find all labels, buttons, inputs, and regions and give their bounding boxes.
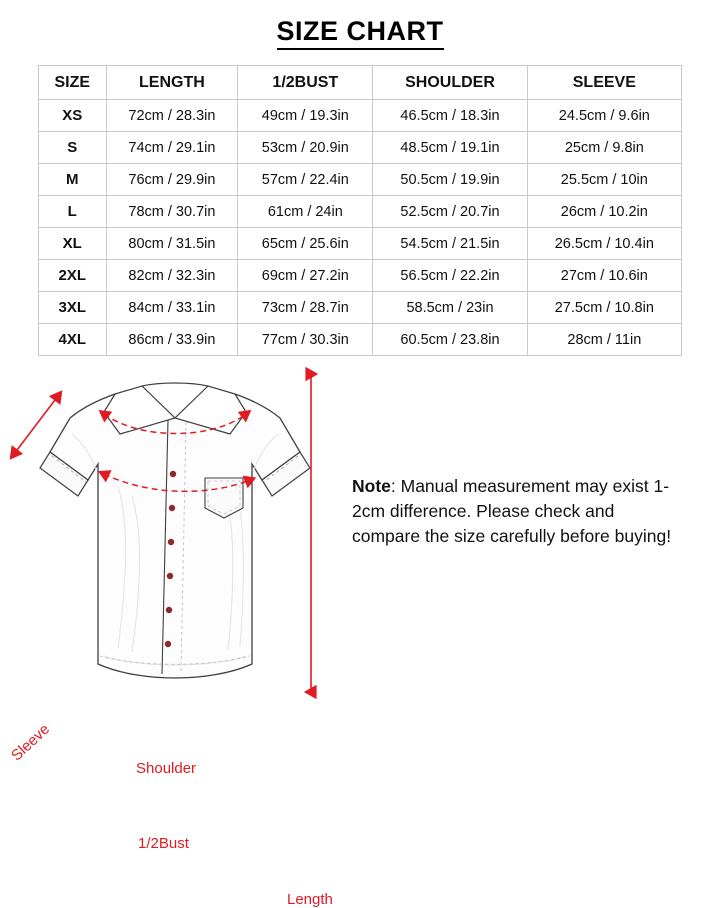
cell-shoulder: 56.5cm / 22.2in: [373, 260, 527, 292]
sleeve-measure-arrow: [14, 396, 58, 454]
cell-size: 4XL: [39, 324, 107, 356]
label-length: Length: [287, 891, 333, 908]
cell-half-bust: 49cm / 19.3in: [238, 100, 373, 132]
cell-sleeve: 26.5cm / 10.4in: [527, 228, 681, 260]
table-row: [39, 324, 682, 356]
shirt-body-outline: [50, 394, 300, 678]
note-text: : Manual measurement may exist 1-2cm difference. Please check and compare the size carefully before buying!: [352, 476, 672, 546]
size-chart-table: [38, 65, 682, 356]
cell-half-bust: 69cm / 27.2in: [238, 260, 373, 292]
cell-half-bust: 77cm / 30.3in: [238, 324, 373, 356]
cell-shoulder: 54.5cm / 21.5in: [373, 228, 527, 260]
label-shoulder: Shoulder: [136, 760, 197, 777]
cell-sleeve: 26cm / 10.2in: [527, 196, 681, 228]
cell-shoulder: 52.5cm / 20.7in: [373, 196, 527, 228]
cell-size: 3XL: [39, 292, 107, 324]
cell-half-bust: 73cm / 28.7in: [238, 292, 373, 324]
cell-size: 2XL: [39, 260, 107, 292]
cell-half-bust: 57cm / 22.4in: [238, 164, 373, 196]
table-header-row: [39, 66, 682, 100]
page-title: [0, 0, 720, 47]
collar-band: [142, 383, 208, 386]
cell-size: S: [39, 132, 107, 164]
note-block: [352, 474, 682, 549]
table-row: [39, 292, 682, 324]
column-header-shoulder: SHOULDER: [373, 66, 527, 100]
cell-length: 72cm / 28.3in: [106, 100, 238, 132]
shirt-illustration-svg: [0, 356, 350, 716]
cell-length: 84cm / 33.1in: [106, 292, 238, 324]
cell-half-bust: 61cm / 24in: [238, 196, 373, 228]
cell-sleeve: 25.5cm / 10in: [527, 164, 681, 196]
table-row: [39, 196, 682, 228]
label-half-bust: 1/2Bust: [138, 835, 189, 852]
column-header-size: SIZE: [39, 66, 107, 100]
cell-length: 74cm / 29.1in: [106, 132, 238, 164]
cell-sleeve: 25cm / 9.8in: [527, 132, 681, 164]
table-row: [39, 260, 682, 292]
cell-half-bust: 65cm / 25.6in: [238, 228, 373, 260]
cell-sleeve: 24.5cm / 9.6in: [527, 100, 681, 132]
cell-length: 78cm / 30.7in: [106, 196, 238, 228]
cell-size: XL: [39, 228, 107, 260]
cell-sleeve: 27.5cm / 10.8in: [527, 292, 681, 324]
column-header-length: LENGTH: [106, 66, 238, 100]
cell-size: XS: [39, 100, 107, 132]
cell-shoulder: 60.5cm / 23.8in: [373, 324, 527, 356]
size-chart-table-wrap: [0, 47, 720, 356]
table-row: [39, 164, 682, 196]
cell-sleeve: 27cm / 10.6in: [527, 260, 681, 292]
page-title-text: SIZE CHART: [277, 16, 444, 50]
cell-sleeve: 28cm / 11in: [527, 324, 681, 356]
note-prefix: Note: [352, 476, 391, 496]
cell-shoulder: 58.5cm / 23in: [373, 292, 527, 324]
cell-shoulder: 46.5cm / 18.3in: [373, 100, 527, 132]
diagram-and-note-section: [0, 356, 720, 908]
cell-length: 86cm / 33.9in: [106, 324, 238, 356]
table-row: [39, 132, 682, 164]
label-sleeve: Sleeve: [8, 720, 54, 765]
cell-length: 82cm / 32.3in: [106, 260, 238, 292]
cell-shoulder: 50.5cm / 19.9in: [373, 164, 527, 196]
table-row: [39, 228, 682, 260]
cell-length: 76cm / 29.9in: [106, 164, 238, 196]
column-header-half-bust: 1/2BUST: [238, 66, 373, 100]
cell-length: 80cm / 31.5in: [106, 228, 238, 260]
table-row: [39, 100, 682, 132]
shirt-diagram: [0, 356, 350, 716]
column-header-sleeve: SLEEVE: [527, 66, 681, 100]
cell-half-bust: 53cm / 20.9in: [238, 132, 373, 164]
cell-size: M: [39, 164, 107, 196]
cell-size: L: [39, 196, 107, 228]
cell-shoulder: 48.5cm / 19.1in: [373, 132, 527, 164]
